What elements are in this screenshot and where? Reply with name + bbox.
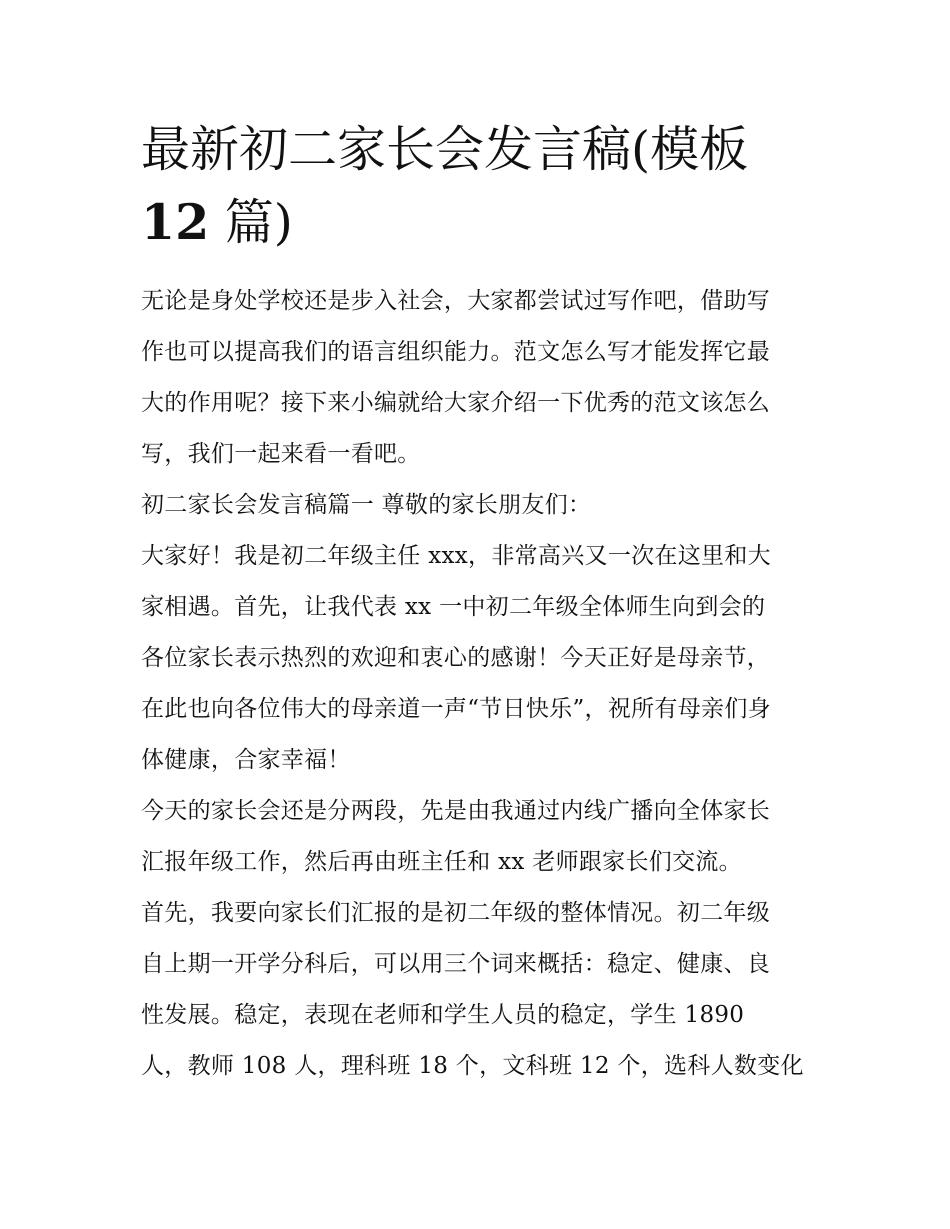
document-body [141,276,831,1092]
text-line: 作也可以提高我们的语言组织能力。范文怎么写才能发挥它最 [141,339,771,365]
text-line: 大的作用呢？接下来小编就给大家介绍一下优秀的范文该怎么 [141,390,771,416]
text-line: 大家好！我是初二年级主任 xxx，非常高兴又一次在这里和大 [141,543,771,569]
title-line-1: 最新初二家长会发言稿(模板 [141,121,749,178]
text-line: 性发展。稳定，表现在老师和学生人员的稳定，学生 1890 [141,1002,745,1028]
text-line: 无论是身处学校还是步入社会，大家都尝试过写作吧，借助写 [141,288,771,314]
paragraph-greeting [141,531,831,786]
text-line: 各位家长表示热烈的欢迎和衷心的感谢！今天正好是母亲节， [141,645,771,671]
text-line: 体健康，合家幸福！ [141,747,351,773]
text-line: 初二家长会发言稿篇一 尊敬的家长朋友们： [141,492,592,518]
text-line: 人，教师 108 人，理科班 18 个，文科班 12 个，选科人数变化 [141,1053,804,1079]
paragraph-agenda [141,786,831,888]
text-line: 写，我们一起来看一看吧。 [141,441,421,467]
text-line: 汇报年级工作，然后再由班主任和 xx 老师跟家长们交流。 [141,849,742,875]
title-line-2 [141,186,821,259]
text-line: 家相遇。首先，让我代表 xx 一中初二年级全体师生向到会的 [141,594,766,620]
paragraph-heading [141,480,831,531]
title-suffix: 篇) [209,194,293,251]
document-title [141,113,821,259]
text-line: 在此也向各位伟大的母亲道一声“节日快乐”，祝所有母亲们身 [141,696,771,722]
text-line: 今天的家长会还是分两段，先是由我通过内线广播向全体家长 [141,798,771,824]
text-line: 首先，我要向家长们汇报的是初二年级的整体情况。初二年级 [141,900,771,926]
paragraph-intro [141,276,831,480]
text-line: 自上期一开学分科后，可以用三个词来概括：稳定、健康、良 [141,951,771,977]
title-number: 12 [141,193,210,251]
paragraph-overview [141,888,831,1092]
